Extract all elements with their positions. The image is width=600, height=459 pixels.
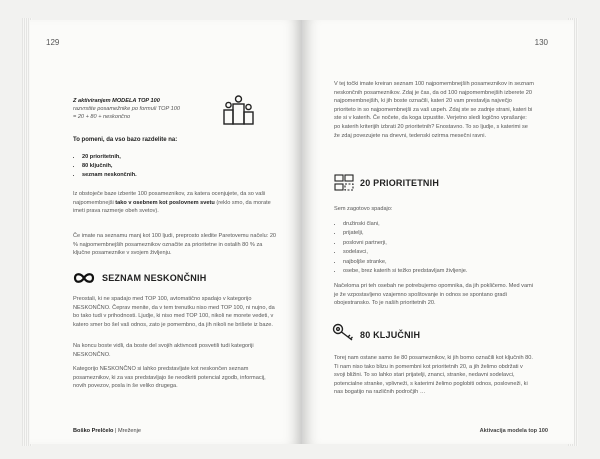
- infinity-icon: [72, 270, 96, 286]
- paragraph-1-start: Iz obstoječe baze izberite 100 posameznikov, za katera ocenjujete, da so vaši najpomembnejši: [73, 191, 266, 206]
- left-page-number: 129: [46, 38, 60, 47]
- list-item: • sodelavci,: [343, 248, 534, 257]
- section-title-key: 80 KLJUČNIH: [360, 330, 421, 340]
- right-paragraph-3: Načeloma pri teh osebah ne potrebujemo opomnika, da jih pokličemo. Med vami je že vzpostavljeno vzajemno spoštovanje in odnos se spontano gradi obojestransko. To je naših prioritetnih 20.: [334, 283, 533, 307]
- right-paragraph-2: Sem zagotovo spadajo:: [334, 206, 393, 212]
- footer-topic: Mreženje: [118, 428, 142, 434]
- right-paragraph-1: V tej točki imate kreiran seznam 100 najpomembnejših posameznikov in seznam neskončnih posameznikov. Zdaj je čas, da od 100 najpomembnejših izberete 20 najpomembnejših, ki jih boste označili, kateri 20 vam prestavlja največjo prioriteto in so najpomembnejši za vaš uspeh. Zdaj ste se zadnje strani, kateri bi ste si v katerih. Če nočete, da koga izpustite. Verjetno sledi logično vprašanje: po katerih kriterijih izbrati 20 prioritetnih? Enostavno. To so ljudje, s katerimi se že zdaj povezujete na dnevni, tedenski ozirma mesečni ravni.: [334, 81, 534, 139]
- left-page: [30, 20, 302, 444]
- list-item: • prijatelji,: [343, 229, 534, 238]
- priority-list: [334, 220, 534, 276]
- cards-icon: [332, 172, 356, 194]
- model-box-line2: = 20 + 80 + neskončno: [73, 114, 131, 120]
- list-item: • poslovni partnerji,: [343, 239, 534, 248]
- paragraph-2: Če imate na seznamu manj kot 100 ljudi, preprosto sledite Paretovemu načelu: 20 % najpomembnejših posameznikov označite za prioritetne in ostalih 80 % za ključne posameznike v svojem življenju.: [73, 233, 277, 257]
- list-item: • družinski člani,: [343, 220, 534, 229]
- list-item: • seznam neskončnih.: [82, 171, 273, 180]
- intro-text: To pomeni, da vso bazo razdelite na:: [73, 137, 178, 143]
- paragraph-5: Kategorijo NESKONČNO si lahko predstavljate kot neskončen seznam posameznikov, ki za vas predstavljajo še neodkriti potencial zgodb, informacij, novih povezov, posla in še veliko drugega.: [73, 366, 266, 390]
- footer-author: Boško Prelčelo: [73, 428, 114, 434]
- key-icon: [332, 322, 358, 342]
- paragraph-4: Na koncu boste vidli, da boste del svojih aktivnosti posvetili tudi kategoriji NESKONČNO.: [73, 343, 254, 358]
- paragraph-1: [73, 190, 278, 216]
- model-box-line1: razvrstite posamežnike po formuli TOP 100: [73, 106, 180, 112]
- right-paragraph-4: Torej nam ostane samo še 80 posameznikov, ki jih bomo označili kot ključnih 80. Ti nam niso tako blizu in pomembni kot prioritetnih 20, a jih želimo obdržati v svoji bližini. To so lahko stari prijatelji, znanci, stranke, nedavni sodelavci, potencialne stranke, vplivneži, s katerimi želimo poglobiti odnos, poslovneži, ki nas bogatijo na različnih področjih …: [334, 355, 533, 396]
- category-list: [73, 153, 273, 180]
- paragraph-1-end: (reklo smo, da morate imeti prava razmerje obeh svetov).: [73, 199, 271, 215]
- open-book: [22, 12, 578, 450]
- list-item: • najboljše stranke,: [343, 258, 534, 267]
- section-title-infinite: SEZNAM NESKONČNIH: [102, 273, 207, 283]
- right-page-number: 130: [534, 38, 548, 47]
- podium-icon: [222, 92, 256, 128]
- paragraph-1-emphasis: tako v osebnem kot poslovnem svetu: [115, 199, 215, 206]
- list-item: • osebe, brez katerih si težko predstavljam življenje.: [343, 267, 534, 276]
- model-box-title: Z aktiviranjem MODELA TOP 100: [73, 98, 160, 104]
- paragraph-3: Preostali, ki ne spadajo med TOP 100, avtomatično spadajo v kategorijo NESKONČNO. Čeprav menite, da v tem trenutku niso med TOP 100, ni nujno, da bo tako tudi v prihodnosti. Ljudje, ki niso med TOP 100, nikoli ne morete vedeti, v katero smer bo šel vaš odnos, zato je pomembno, da jih nikoli ne brišete iz baze.: [73, 296, 275, 328]
- section-title-priority: 20 PRIORITETNIH: [360, 178, 440, 188]
- right-footer: Aktivacija modela top 100: [479, 428, 548, 434]
- footer-separator: |: [114, 428, 117, 434]
- left-footer: [73, 428, 141, 434]
- list-item: • 80 ključnih,: [82, 162, 273, 171]
- list-item: • 20 prioritetnih,: [82, 153, 273, 162]
- right-page: [302, 20, 574, 444]
